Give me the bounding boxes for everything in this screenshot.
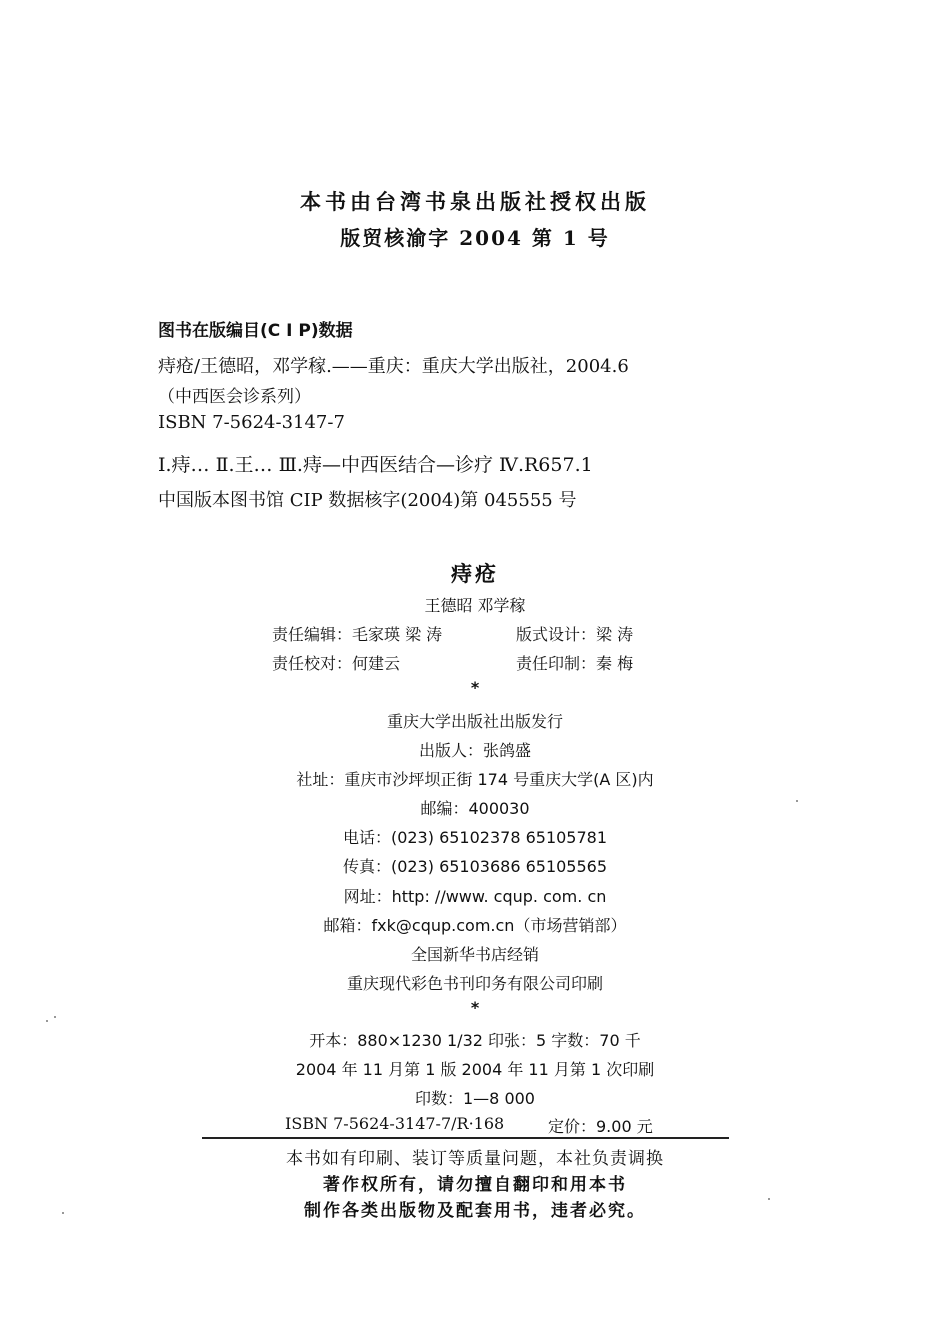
fax: 传真：(023) 65103686 65105565 [342,857,608,876]
separator-star-2: * [470,998,480,1017]
scan-speck [54,1016,56,1018]
cip-heading: 图书在版编目(C I P)数据 [158,321,353,341]
price: 定价：9.00 元 [548,1117,653,1136]
format-info: 开本：880×1230 1/32 印张：5 字数：70 千 [309,1031,641,1050]
printing-supervisor: 责任印制：秦 梅 [516,654,634,673]
scan-speck [46,1020,48,1022]
scan-speck [768,1198,770,1200]
layout-designer: 版式设计：梁 涛 [516,625,634,644]
proofreader: 责任校对：何建云 [272,654,401,673]
cip-classification: Ⅰ.痔… Ⅱ.王… Ⅲ.痔—中西医结合—诊疗 Ⅳ.R657.1 [158,454,593,476]
cip-record: 中国版本图书馆 CIP 数据核字(2004)第 045555 号 [158,490,577,511]
scan-speck [62,1212,64,1214]
publisher-address: 社址：重庆市沙坪坝正街 174 号重庆大学(A 区)内 [296,770,654,789]
email: 邮箱：fxk@cqup.com.cn（市场营销部） [323,916,627,935]
printer: 重庆现代彩色书刊印务有限公司印刷 [346,974,603,993]
responsible-editor: 责任编辑：毛家瑛 梁 涛 [272,625,443,644]
cip-isbn: ISBN 7-5624-3147-7 [158,412,345,433]
separator-star-1: * [470,678,480,697]
distribution: 全国新华书店经销 [410,945,539,964]
authorization-line-2: 版贸核渝字 2004 第 1 号 [340,226,610,250]
publisher: 重庆大学出版社出版发行 [386,712,563,731]
phone: 电话：(023) 65102378 65105781 [342,828,608,847]
website: 网址：http: //www. cqup. com. cn [343,887,607,906]
edition-info: 2004 年 11 月第 1 版 2004 年 11 月第 1 次印刷 [295,1060,655,1079]
postcode: 邮编：400030 [420,799,530,818]
cip-series-line: （中西医会诊系列） [158,387,311,407]
copyright-notice-2: 制作各类出版物及配套用书，违者必究。 [304,1201,646,1221]
scan-speck [796,800,798,802]
publisher-person: 出版人：张鸽盛 [418,741,531,760]
print-run: 印数：1—8 000 [415,1089,535,1108]
book-authors: 王德昭 邓学稼 [424,596,526,615]
cip-title-line: 痔疮/王德昭，邓学稼.——重庆：重庆大学出版社，2004.6 [158,356,629,377]
authorization-line-1: 本书由台湾书泉出版社授权出版 [300,190,650,214]
isbn-full: ISBN 7-5624-3147-7/R·168 [285,1114,505,1133]
copyright-notice-1: 著作权所有，请勿擅自翻印和用本书 [323,1175,627,1195]
quality-notice: 本书如有印刷、装订等质量问题，本社负责调换 [286,1149,664,1169]
divider-rule [202,1137,729,1139]
book-title: 痔疮 [451,562,499,586]
